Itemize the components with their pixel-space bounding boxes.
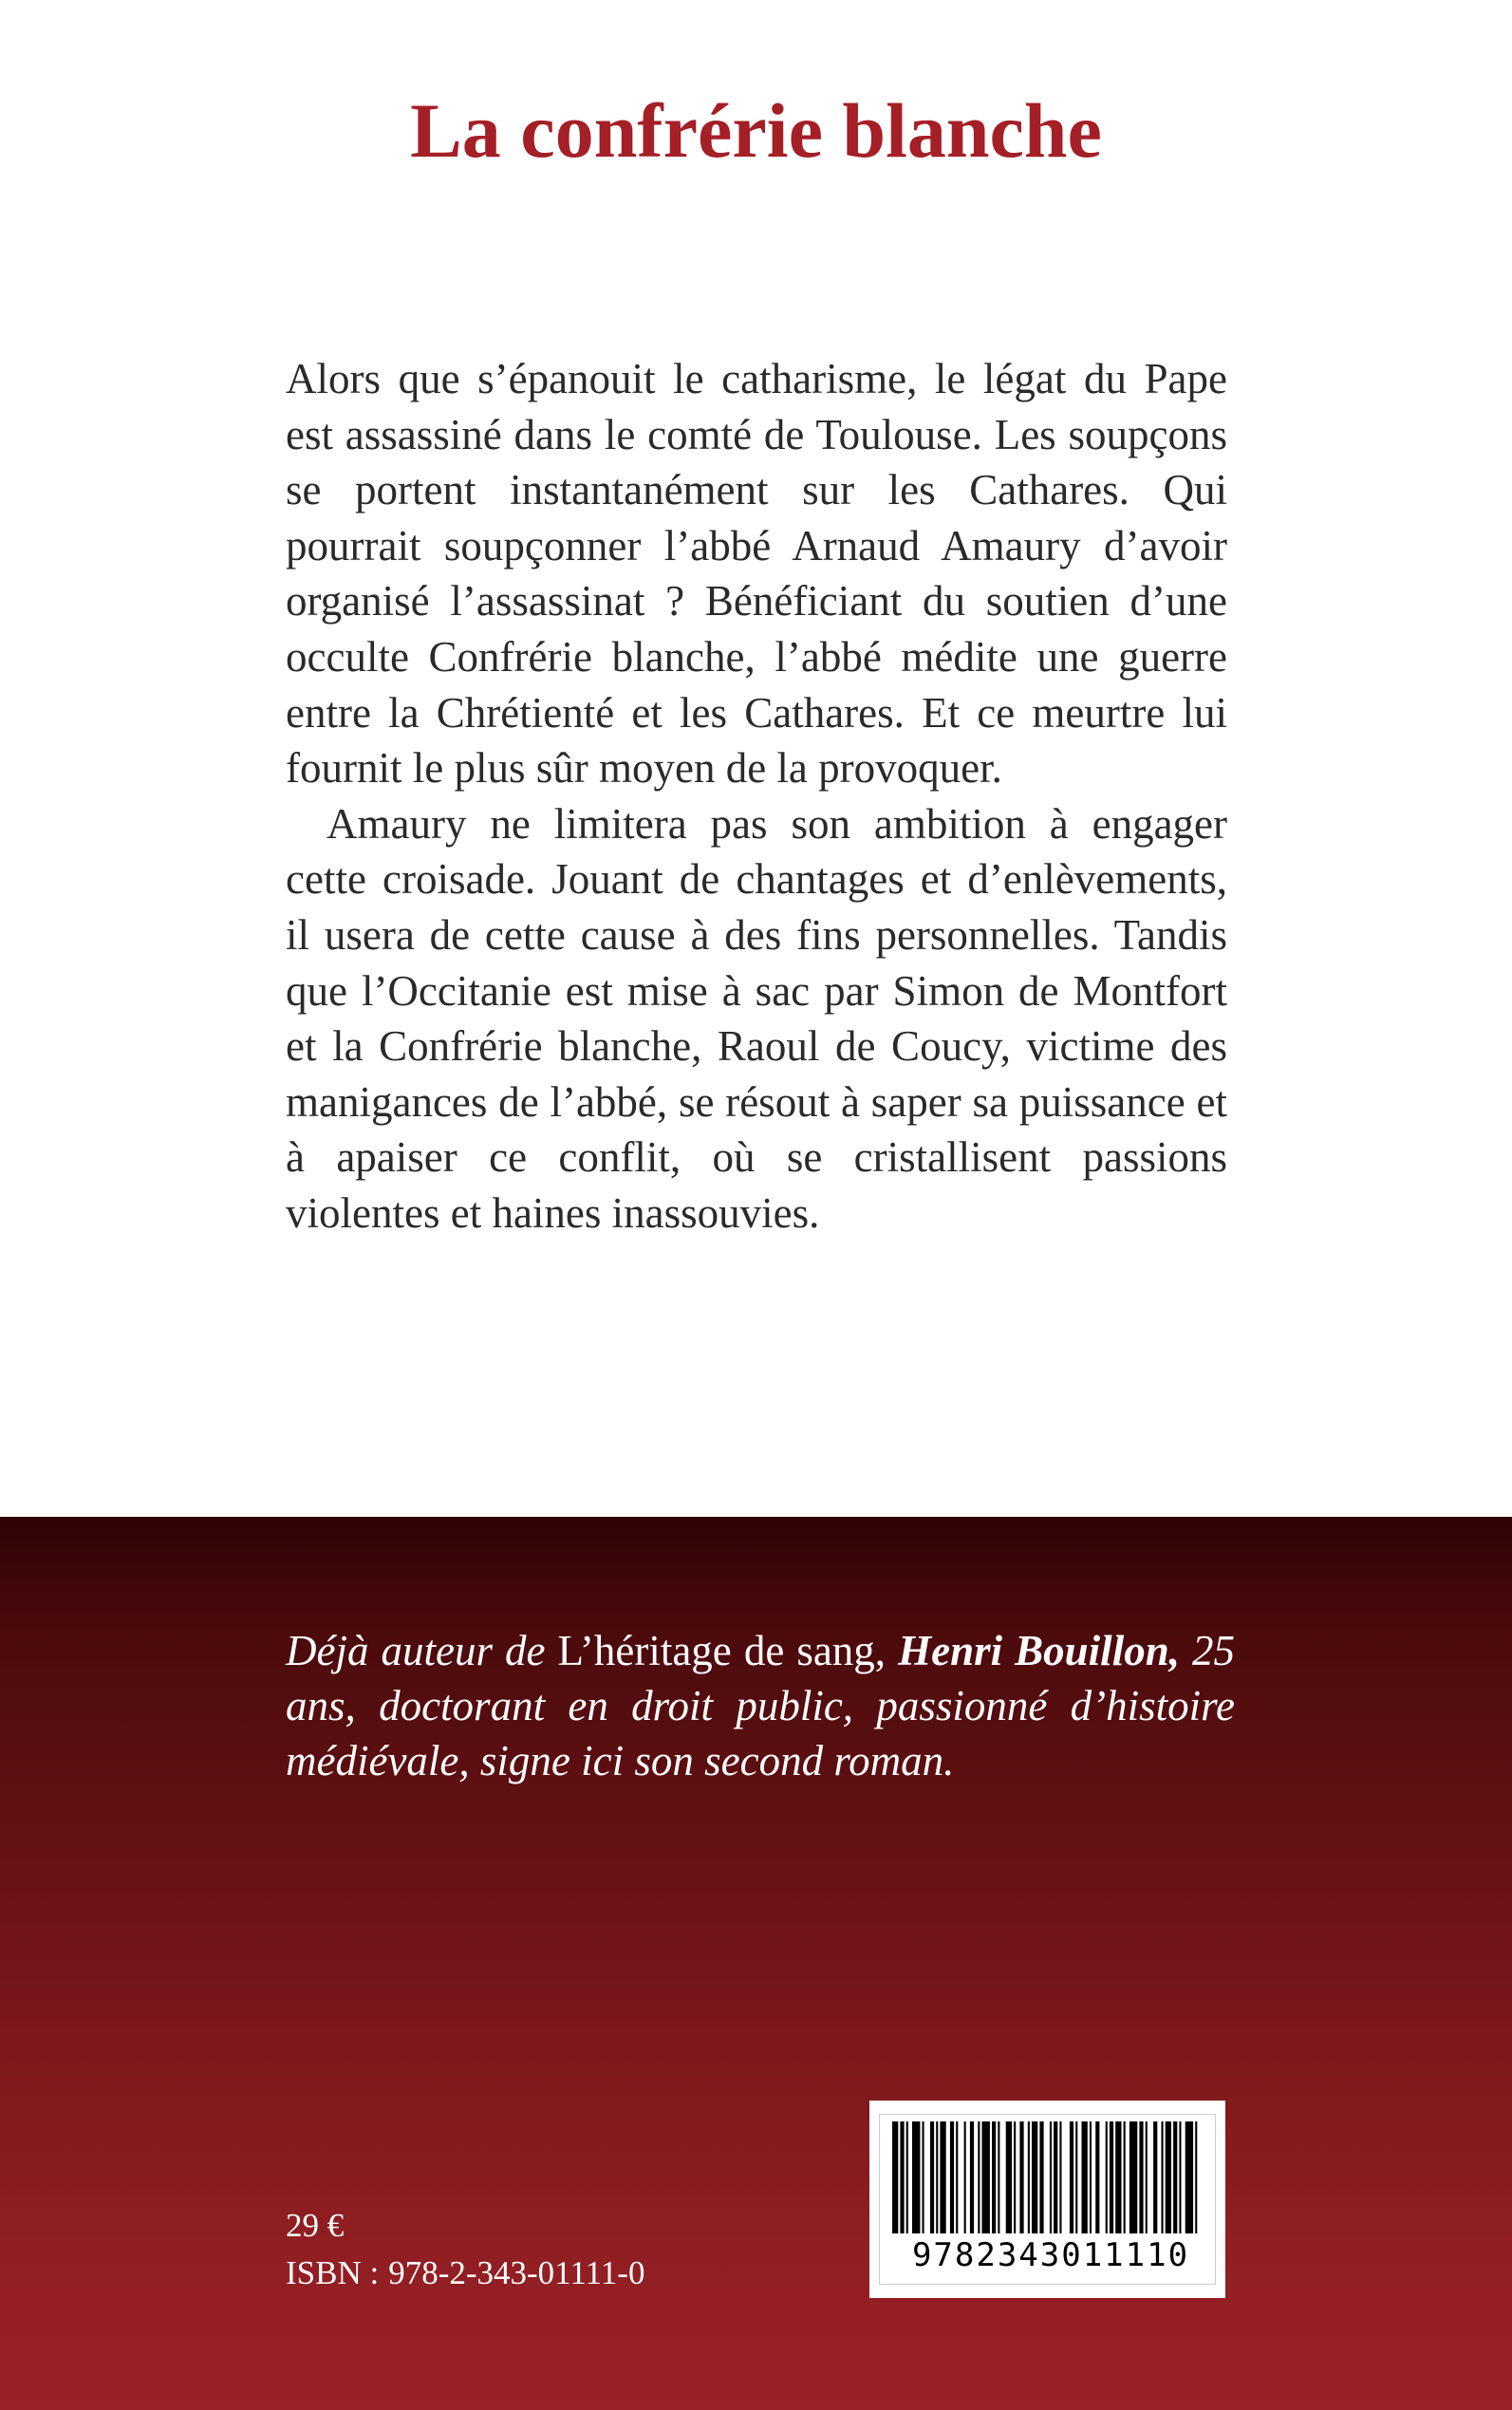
barcode-bar [1153,2121,1157,2233]
barcode-bar [1082,2121,1088,2233]
barcode-bar [940,2121,945,2233]
barcode-bar [912,2121,920,2233]
barcode-bar [1019,2121,1023,2233]
barcode-bar [1090,2121,1092,2233]
barcode-bar [1173,2121,1177,2233]
synopsis-paragraph-1: Alors que s’épanouit le catharisme, le légat du Pape est assassiné dans le comté de Toulouse. Les soupçons se portent instantanément sur les Cathares. Qui pourrait soupçonner l’abbé Arnaud Amaury d’avoir organisé l’assassinat ? Bénéficiant du soutien d’une occulte Confrérie blanche, l’abbé médite une guerre entre la Chrétienté et les Cathares. Et ce meurtre lui fournit le plus sûr moyen de la provoquer. [286,355,1227,793]
barcode-bar [978,2121,980,2233]
barcode-bar [1195,2121,1197,2233]
barcode-bar [1028,2121,1030,2233]
barcode-bar [1139,2121,1143,2233]
author-name: Henri Bouillon [898,1627,1169,1674]
barcode-bar [1070,2121,1073,2233]
barcode-bar [1162,2121,1164,2233]
barcode-bar [1166,2121,1171,2233]
bio-text: 25 ans, doctorant en droit public, passionné d’histoire médiévale, signe ici son second roman. [286,1627,1235,1784]
author-bio [286,1623,1235,1788]
barcode-bar [1146,2121,1148,2233]
barcode-bar [950,2121,954,2233]
barcode-bar [1006,2121,1012,2233]
barcode-bar [1110,2121,1113,2233]
barcode-bar [923,2121,924,2233]
barcode-bar [906,2121,908,2233]
barcode-bar [1054,2121,1057,2233]
barcode-bar [1115,2121,1121,2233]
isbn-label: ISBN : [286,2254,380,2291]
barcode-bar [936,2121,938,2233]
bio-comma: , [1168,1627,1180,1674]
barcode-bar [892,2121,898,2233]
barcode-bar [900,2121,904,2233]
barcode-bar [998,2121,999,2233]
barcode-bar [956,2121,958,2233]
barcode-bar [1095,2121,1099,2233]
barcode-bars [887,2121,1209,2237]
synopsis [286,351,1227,1242]
previous-book-title: L’héritage de sang, [557,1627,887,1674]
isbn-line [286,2254,644,2292]
barcode-bar [930,2121,934,2233]
barcode-bar [1124,2121,1126,2233]
barcode-bar [1014,2121,1016,2233]
isbn-number: 978-2-343-01111-0 [388,2254,645,2291]
barcode-bar [1059,2121,1061,2233]
barcode-bar [964,2121,966,2233]
synopsis-paragraph-2: Amaury ne limitera pas son ambition à engager cette croisade. Jouant de chantages et d’enlèvements, il usera de cette cause à des fins personnelles. Tandis que l’Occitanie est mise à sac par Simon de Montfort et la Confrérie blanche, Raoul de Coucy, victime des manigances de l’abbé, se résout à saper sa puissance et à apaiser ce conflit, où se cristallisent passions violentes et haines inassouvies. [286,799,1227,1237]
barcode-digits: 9782343011110 [911,2236,1190,2274]
barcode-bar [992,2121,996,2233]
barcode-bar [1075,2121,1077,2233]
barcode-bar [1106,2121,1108,2233]
price: 29 € [286,2207,345,2244]
bio-prefix: Déjà auteur de [286,1627,558,1674]
barcode-bar [1179,2121,1181,2233]
barcode-bar [1050,2121,1052,2233]
barcode [869,2101,1225,2298]
barcode-bar [1185,2121,1193,2233]
barcode-bar [1039,2121,1043,2233]
barcode-bar [1129,2121,1137,2233]
barcode-bar [970,2121,974,2233]
barcode-bar [1032,2121,1037,2233]
book-title: La confrérie blanche [410,87,1102,174]
barcode-bar [982,2121,990,2233]
